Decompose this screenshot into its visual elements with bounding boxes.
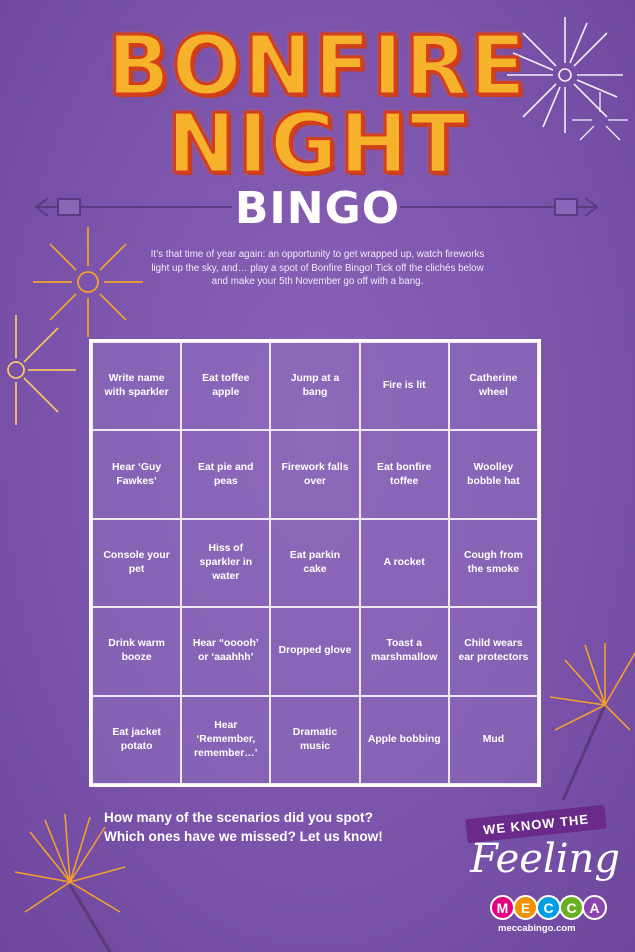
bingo-cell[interactable]: Cough from the smoke bbox=[449, 519, 538, 607]
bingo-cell[interactable]: Hear ‘Guy Fawkes’ bbox=[92, 430, 181, 518]
bingo-cell[interactable]: Child wears ear protectors bbox=[449, 607, 538, 695]
bingo-cell[interactable]: Catherine wheel bbox=[449, 342, 538, 430]
bingo-cell[interactable]: Dramatic music bbox=[270, 696, 359, 784]
bingo-cell[interactable]: Write name with sparkler bbox=[92, 342, 181, 430]
logo-ball: A bbox=[582, 895, 607, 920]
bingo-cell[interactable]: Dropped glove bbox=[270, 607, 359, 695]
logo-ball: E bbox=[513, 895, 538, 920]
logo-script: Feeling bbox=[470, 836, 620, 882]
bingo-cell[interactable]: Eat parkin cake bbox=[270, 519, 359, 607]
cta-line1: How many of the scenarios did you spot? bbox=[104, 810, 373, 825]
logo-ball: C bbox=[536, 895, 561, 920]
bingo-cell[interactable]: Firework falls over bbox=[270, 430, 359, 518]
title-line2: NIGHT bbox=[166, 97, 468, 192]
bingo-cell[interactable]: Hear ‘Remember, remember…’ bbox=[181, 696, 270, 784]
bingo-cell[interactable]: Mud bbox=[449, 696, 538, 784]
bingo-board bbox=[89, 339, 541, 787]
bingo-cell[interactable]: A rocket bbox=[360, 519, 449, 607]
mecca-logo[interactable] bbox=[458, 808, 620, 940]
bingo-cell[interactable]: Toast a marshmallow bbox=[360, 607, 449, 695]
logo-banner: WE KNOW THE bbox=[465, 805, 607, 844]
sparkler-right-icon bbox=[550, 643, 635, 800]
bingo-cell[interactable]: Eat pie and peas bbox=[181, 430, 270, 518]
title-line1: BONFIRE bbox=[107, 19, 528, 114]
bingo-cell[interactable]: Apple bobbing bbox=[360, 696, 449, 784]
bingo-cell[interactable]: Console your pet bbox=[92, 519, 181, 607]
call-to-action bbox=[104, 808, 449, 846]
bingo-cell[interactable]: Woolley bobble hat bbox=[449, 430, 538, 518]
subtitle: BINGO bbox=[234, 183, 401, 234]
logo-url[interactable]: meccabingo.com bbox=[498, 923, 576, 934]
logo-balls bbox=[490, 895, 605, 920]
intro-text: It’s that time of year again: an opportunity to get wrapped up, watch fireworks light up the sky, and… play a spot of Bonfire Bingo! Tick off the clichés below and make your 5th November go off with a bang. bbox=[150, 249, 485, 287]
bingo-cell[interactable]: Hear “ooooh’ or ‘aaahhh’ bbox=[181, 607, 270, 695]
logo-ball: C bbox=[559, 895, 584, 920]
bingo-cell[interactable]: Hiss of sparkler in water bbox=[181, 519, 270, 607]
bingo-cell[interactable]: Eat jacket potato bbox=[92, 696, 181, 784]
bingo-cell[interactable]: Eat toffee apple bbox=[181, 342, 270, 430]
bingo-cell[interactable]: Jump at a bang bbox=[270, 342, 359, 430]
bingo-cell[interactable]: Fire is lit bbox=[360, 342, 449, 430]
logo-ball: M bbox=[490, 895, 515, 920]
bingo-cell[interactable]: Drink warm booze bbox=[92, 607, 181, 695]
cta-line2: Which ones have we missed? Let us know! bbox=[104, 829, 383, 844]
bingo-cell[interactable]: Eat bonfire toffee bbox=[360, 430, 449, 518]
